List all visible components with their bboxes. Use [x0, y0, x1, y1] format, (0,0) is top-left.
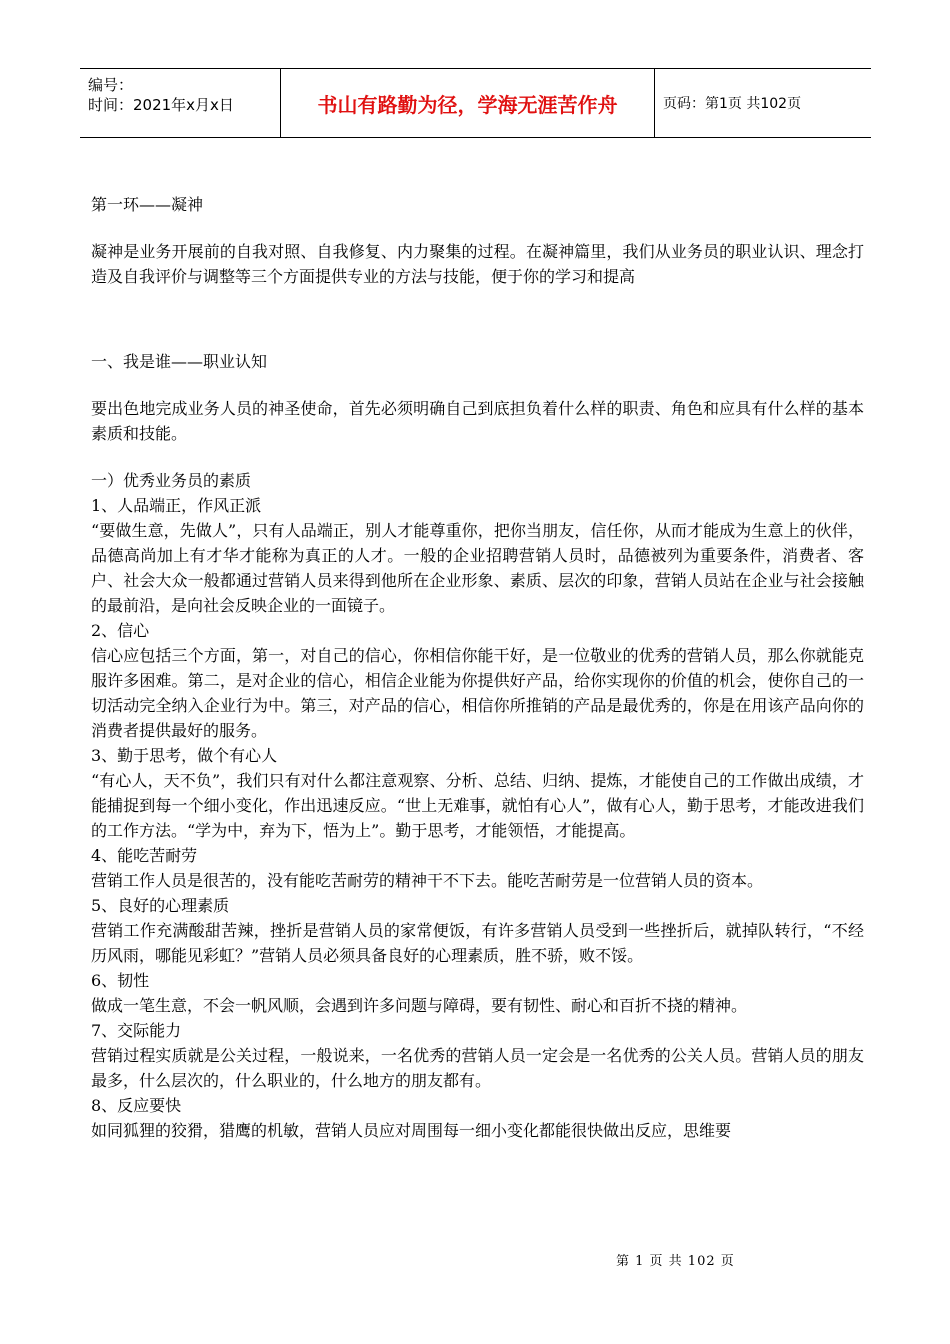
section-intro: 要出色地完成业务人员的神圣使命，首先必须明确自己到底担负着什么样的职责、角色和应具有什么样的基本素质和技能。 [91, 399, 864, 443]
header-time-label: 时间：2021年x月x日 [88, 96, 234, 114]
page-header [80, 68, 871, 138]
header-number-label: 编号： [88, 76, 134, 94]
item-heading: 3、勤于思考，做个有心人 [91, 746, 278, 765]
header-meta [80, 69, 281, 137]
page-footer: 第 1 页 共 102 页 [616, 1254, 735, 1269]
chapter-title: 第一环——凝神 [91, 195, 204, 214]
item-text: 营销工作充满酸甜苦辣，挫折是营销人员的家常便饭，有许多营销人员受到一些挫折后，就掉队转行，“不经历风雨，哪能见彩虹？”营销人员必须具备良好的心理素质，胜不骄，败不馁。 [91, 921, 864, 965]
item-heading: 1、人品端正，作风正派 [91, 496, 262, 515]
document-body [91, 192, 864, 1143]
item-heading: 6、韧性 [91, 971, 150, 990]
item-text: “有心人，天不负”，我们只有对什么都注意观察、分析、总结、归纳、提炼，才能使自己的工作做出成绩，才能捕捉到每一个细小变化，作出迅速反应。“世上无难事，就怕有心人”，做有心人，勤于思考，才能改进我们的工作方法。“学为中，弃为下，悟为上”。勤于思考，才能领悟，才能提高。 [91, 771, 864, 840]
item-text: 如同狐狸的狡猾，猎鹰的机敏，营销人员应对周围每一细小变化都能很快做出反应，思维要 [91, 1121, 732, 1140]
header-motto: 书山有路勤为径，学海无涯苦作舟 [281, 69, 655, 137]
chapter-intro: 凝神是业务开展前的自我对照、自我修复、内力聚集的过程。在凝神篇里，我们从业务员的职业认识、理念打造及自我评价与调整等三个方面提供专业的方法与技能，便于你的学习和提高 [91, 242, 864, 286]
item-heading: 4、能吃苦耐劳 [91, 846, 198, 865]
item-heading: 7、交际能力 [91, 1021, 182, 1040]
item-text: 信心应包括三个方面，第一，对自己的信心，你相信你能干好，是一位敬业的优秀的营销人员，那么你就能克服许多困难。第二，是对企业的信心，相信企业能为你提供好产品，给你实现你的价值的机会，使你自己的一切活动完全纳入企业行为中。第三，对产品的信心，相信你所推销的产品是最优秀的，你是在用该产品向你的消费者提供最好的服务。 [91, 646, 864, 740]
header-page-info: 页码：第1页 共102页 [663, 96, 802, 112]
item-heading: 8、反应要快 [91, 1096, 182, 1115]
section-title: 一、我是谁——职业认知 [91, 352, 268, 371]
item-text: “要做生意，先做人”，只有人品端正，别人才能尊重你，把你当朋友，信任你，从而才能成为生意上的伙伴，品德高尚加上有才华才能称为真正的人才。一般的企业招聘营销人员时，品德被列为重要条件，消费者、客户、社会大众一般都通过营销人员来得到他所在企业形象、素质、层次的印象，营销人员站在企业与社会接触的最前沿，是向社会反映企业的一面镜子。 [91, 521, 864, 615]
item-heading: 5、良好的心理素质 [91, 896, 230, 915]
item-heading: 2、信心 [91, 621, 150, 640]
item-text: 营销过程实质就是公关过程，一般说来，一名优秀的营销人员一定会是一名优秀的公关人员。营销人员的朋友最多，什么层次的，什么职业的，什么地方的朋友都有。 [91, 1046, 864, 1090]
item-text: 做成一笔生意，不会一帆风顺，会遇到许多问题与障碍，要有韧性、耐心和百折不挠的精神。 [91, 996, 748, 1015]
subsection-title: 一）优秀业务员的素质 [91, 471, 252, 490]
item-text: 营销工作人员是很苦的，没有能吃苦耐劳的精神干不下去。能吃苦耐劳是一位营销人员的资本。 [91, 871, 764, 890]
